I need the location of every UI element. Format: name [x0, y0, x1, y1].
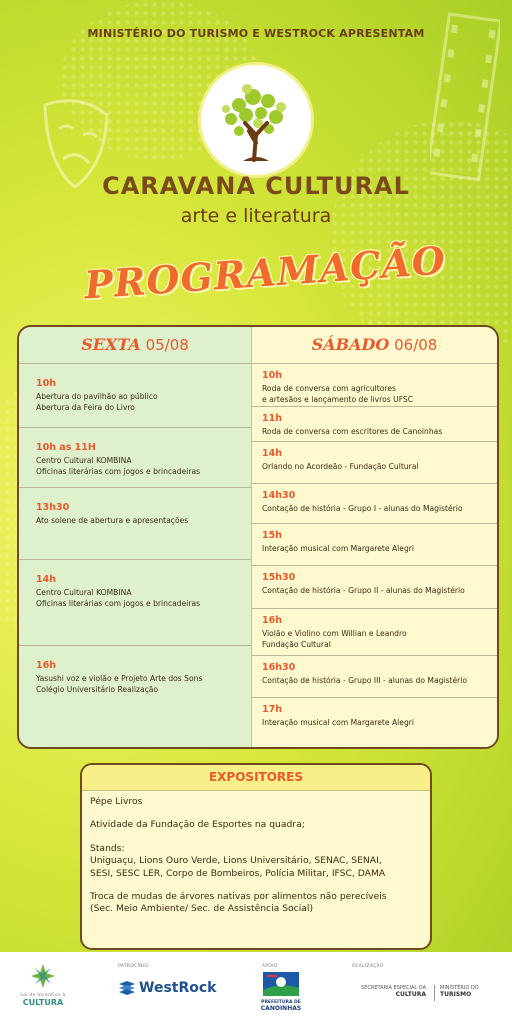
westrock-icon: [118, 981, 136, 995]
exhibitor-line: Uniguaçu, Lions Ouro Verde, Lions Universitário, SENAC, SENAI,: [90, 855, 382, 867]
event-description: Ato solene de abertura e apresentações: [36, 516, 189, 525]
event-description: Interação musical com Margarete Alegri: [262, 718, 415, 727]
saturday-event: [252, 524, 497, 566]
presenters-text: MINISTÉRIO DO TURISMO E WESTROCK APRESENTAM: [87, 27, 425, 40]
friday-event: [19, 488, 251, 560]
saturday-event: [252, 364, 497, 407]
event-title: CARAVANA CULTURAL: [102, 172, 410, 200]
friday-event: [19, 428, 251, 488]
patrocinio-label: PATROCÍNIO: [118, 964, 149, 969]
event-description: Centro Cultural KOMBINA: [36, 588, 132, 597]
friday-event: [19, 364, 251, 428]
exhibitor-line: Stands:: [90, 842, 125, 854]
event-description: Orlando no Acordeão - Fundação Cultural: [262, 462, 419, 471]
exhibitor-line: SESI, SESC LER, Corpo de Bombeiros, Polícia Militar, IFSC, DAMA: [90, 867, 386, 879]
saturday-header: [252, 327, 497, 364]
event-description: Abertura da Feira do Livro: [36, 403, 135, 412]
event-description: Interação musical com Margarete Alegri: [262, 544, 415, 553]
event-time: 10h as 11H: [36, 442, 96, 453]
event-time: 14h: [36, 574, 56, 585]
saturday-event: [252, 484, 497, 524]
tree-icon: [201, 65, 311, 175]
saturday-event: [252, 656, 497, 698]
event-time: 16h30: [262, 662, 296, 673]
friday-column: [19, 327, 252, 747]
event-time: 15h: [262, 530, 282, 541]
exhibitor-paragraph: [90, 843, 422, 880]
event-description: Abertura do pavilhão ao público: [36, 392, 158, 401]
cultura-star-icon: [30, 963, 56, 989]
saturday-event: [252, 407, 497, 442]
event-description: Contação de história - Grupo III - alunas do Magistério: [262, 676, 468, 685]
event-time: 14h: [262, 448, 282, 459]
exhibitor-line: (Sec. Meio Ambiente/ Sec. de Assistência Social): [90, 903, 314, 915]
exhibitors-list: [82, 791, 430, 916]
exhibitor-paragraph: [90, 796, 422, 808]
exhibitor-paragraph: [90, 819, 422, 831]
event-description: Contação de história - Grupo I - alunas do Magistério: [262, 504, 463, 513]
friday-date: 05/08: [145, 336, 189, 354]
saturday-event: [252, 566, 497, 609]
event-time: 10h: [262, 370, 282, 381]
schedule-table: [17, 325, 499, 749]
friday-header: [19, 327, 251, 364]
event-time: 16h: [262, 615, 282, 626]
event-description: Centro Cultural KOMBINA: [36, 456, 132, 465]
footer-divider: [434, 985, 435, 1001]
event-time: 11h: [262, 413, 282, 424]
prefeitura-text-1: PREFEITURA DE: [261, 1000, 301, 1005]
event-time: 10h: [36, 378, 56, 389]
event-description: Fundação Cultural: [262, 640, 331, 649]
event-description: e artesãos e lançamento de livros UFSC: [262, 395, 414, 404]
event-subtitle: arte e literatura: [180, 205, 332, 227]
friday-day: SEXTA: [81, 335, 141, 354]
saturday-column: [252, 327, 497, 747]
exhibitors-title: EXPOSITORES: [82, 765, 430, 791]
prefeitura-logo: [258, 972, 304, 1012]
ministerio-text-2: TURISMO: [440, 991, 472, 998]
realizacao-label: REALIZAÇÃO: [352, 964, 384, 969]
exhibitor-line: Troca de mudas de árvores nativas por alimentos não perecíveis: [90, 891, 387, 903]
event-time: 16h: [36, 660, 56, 671]
caravana-logo: [201, 65, 311, 175]
saturday-event: [252, 609, 497, 656]
event-description: Colégio Universitário Realização: [36, 685, 159, 694]
event-description: Oficinas literárias com jogos e brincadeiras: [36, 599, 201, 608]
lei-text: Lei de Incentivo à: [20, 993, 66, 998]
secretaria-logo: [352, 985, 426, 998]
event-time: 14h30: [262, 490, 296, 501]
secretaria-text-1: SECRETARIA ESPECIAL DA: [361, 985, 426, 991]
ministerio-text-1: MINISTÉRIO DO: [440, 985, 479, 991]
exhibitor-line: Pépe Livros: [90, 796, 143, 807]
saturday-event: [252, 442, 497, 484]
westrock-text: WestRock: [139, 980, 217, 996]
lei-cultura-logo: [20, 963, 66, 1007]
sponsor-footer: [0, 952, 512, 1024]
apoio-label: APOIO: [262, 964, 278, 969]
event-time: 13h30: [36, 502, 70, 513]
prefeitura-text-2: CANOINHAS: [260, 1005, 302, 1012]
event-time: 15h30: [262, 572, 296, 583]
friday-event: [19, 646, 251, 726]
event-description: Contação de história - Grupo II - alunas do Magistério: [262, 586, 465, 595]
cultura-text: CULTURA: [22, 998, 64, 1007]
event-description: Roda de conversa com agricultores: [262, 384, 396, 393]
event-description: Oficinas literárias com jogos e brincadeiras: [36, 467, 201, 476]
exhibitor-line: Atividade da Fundação de Esportes na quadra;: [90, 819, 305, 831]
program-title: PROGRAMAÇÃO: [82, 237, 448, 308]
saturday-date: 06/08: [394, 336, 438, 354]
canoinhas-flag-icon: [263, 972, 299, 996]
event-description: Yasushi voz e violão e Projeto Arte dos Sons: [36, 674, 203, 683]
event-description: Violão e Violino com Willian e Leandro: [262, 629, 407, 638]
friday-event: [19, 560, 251, 646]
ministerio-logo: [440, 985, 479, 998]
saturday-event: [252, 698, 497, 744]
westrock-logo: [118, 980, 216, 996]
exhibitor-paragraph: [90, 891, 422, 916]
exhibitors-box: [80, 763, 432, 950]
event-time: 17h: [262, 704, 282, 715]
saturday-day: SÁBADO: [311, 335, 390, 354]
secretaria-text-2: CULTURA: [395, 991, 426, 998]
event-description: Roda de conversa com escritores de Canoinhas: [262, 427, 443, 436]
